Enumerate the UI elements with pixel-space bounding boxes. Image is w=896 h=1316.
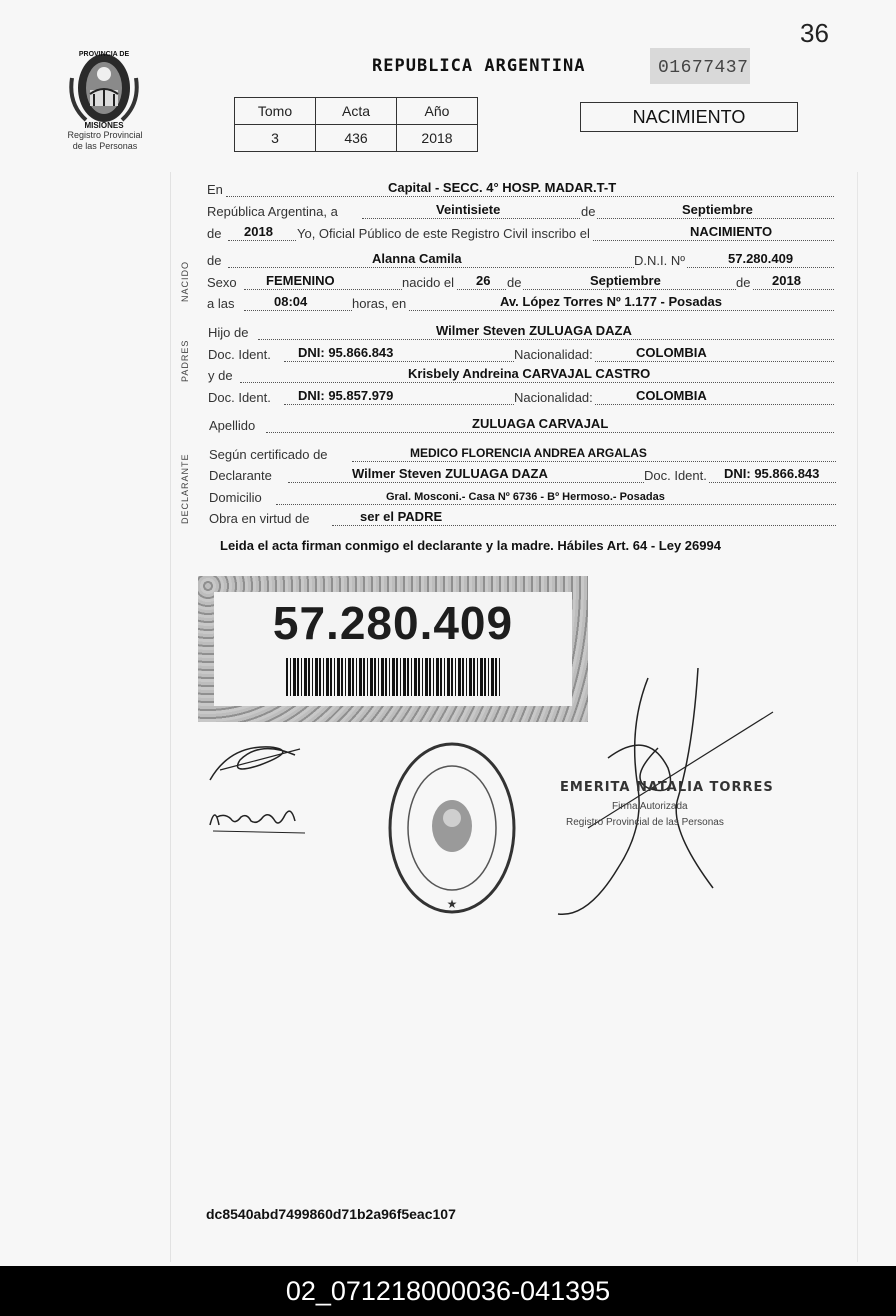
form-line-surname (0, 416, 896, 436)
form-line-time (0, 294, 896, 314)
value-mother: Krisbely Andreina CARVAJAL CASTRO (408, 366, 651, 381)
value-father-nationality: COLOMBIA (636, 345, 707, 360)
crest-top-text: PROVINCIA DE (78, 51, 130, 58)
label-apellido: Apellido (209, 418, 256, 433)
value-surname: ZULUAGA CARVAJAL (472, 416, 609, 431)
label-republica: República Argentina, a (207, 204, 338, 219)
label-y-de: y de (208, 368, 233, 383)
dotted-line (276, 503, 836, 505)
serial-number: 01677437 (658, 58, 749, 78)
label-nacido-el: nacido el (402, 275, 455, 290)
value-birth-year: 2018 (772, 273, 801, 288)
official-name: EMERITA NATALIA TORRES (560, 780, 774, 795)
form-line-certificate (0, 445, 896, 465)
value-by-virtue: ser el PADRE (360, 509, 443, 524)
form-line-year (0, 224, 896, 244)
label-hijo-de: Hijo de (208, 325, 249, 340)
value-mother-doc: DNI: 95.857.979 (298, 388, 394, 403)
value-birth-day: 26 (476, 273, 491, 288)
label-de: de (581, 204, 596, 219)
book-table-value: 3 (235, 125, 316, 152)
crest-bottom-text: MISIONES (84, 121, 124, 130)
form-line-by-virtue (0, 509, 896, 529)
registry-label-line2: de las Personas (72, 141, 138, 151)
book-table-header: Acta (316, 98, 397, 125)
registry-label (50, 130, 160, 152)
label-sexo: Sexo (207, 275, 237, 290)
official-seal-icon (382, 738, 522, 918)
label-yo: Yo, Oficial Público de este Registro Civil inscribo el (297, 226, 590, 241)
form-line-father (0, 323, 896, 343)
label-declarante: Declarante (209, 468, 272, 483)
document-hash: dc8540abd7499860d71b2a96f5eac107 (206, 1206, 456, 1222)
dotted-line (332, 524, 836, 526)
form-line-place (0, 180, 896, 200)
dotted-line (258, 338, 834, 340)
label-a-las: a las (207, 296, 235, 311)
value-declarant-doc: DNI: 95.866.843 (724, 466, 820, 481)
value-father: Wilmer Steven ZULUAGA DAZA (436, 323, 632, 338)
book-table-value: 436 (316, 125, 397, 152)
value-declarant: Wilmer Steven ZULUAGA DAZA (352, 466, 548, 481)
book-table (234, 97, 478, 152)
book-table-header: Año (397, 98, 478, 125)
mother-signature-icon (205, 795, 315, 840)
value-place: Capital - SECC. 4° HOSP. MADAR.T-T (388, 180, 617, 195)
label-en: En (207, 182, 223, 197)
value-sex: FEMENINO (266, 273, 335, 288)
document-title: REPUBLICA ARGENTINA (372, 56, 586, 76)
form-line-name (0, 251, 896, 271)
label-doc-ident: Doc. Ident. (644, 468, 707, 483)
label-horas-en: horas, en (352, 296, 407, 311)
label-domicilio: Domicilio (209, 490, 262, 505)
book-table-header-row (235, 98, 478, 125)
label-dni: D.N.I. Nº (634, 253, 685, 268)
side-label-born: NACIDO (180, 260, 190, 302)
value-day: Veintisiete (436, 202, 501, 217)
form-line-mother (0, 366, 896, 386)
value-mother-nationality: COLOMBIA (636, 388, 707, 403)
dotted-line (228, 266, 834, 268)
label-nacionalidad: Nacionalidad: (514, 347, 593, 362)
value-year: 2018 (244, 224, 273, 239)
form-line-date (0, 202, 896, 222)
svg-text:★: ★ (446, 897, 458, 911)
value-birth-time: 08:04 (274, 294, 308, 309)
misiones-crest-icon (66, 44, 142, 130)
dni-sticker-number: 57.280.409 (272, 597, 514, 649)
side-label-declarant: DECLARANTE (180, 453, 190, 524)
label-de: de (736, 275, 751, 290)
dotted-line (288, 481, 836, 483)
value-address: Gral. Mosconi.- Casa Nº 6736 - Bº Hermoso.- Posadas (386, 491, 665, 503)
dotted-line (244, 309, 834, 311)
form-line-declarant (0, 466, 896, 486)
value-father-doc: DNI: 95.866.843 (298, 345, 394, 360)
label-doc-ident: Doc. Ident. (208, 347, 271, 362)
form-line-mother-doc (0, 388, 896, 408)
label-obra: Obra en virtud de (209, 511, 310, 526)
record-type-box: NACIMIENTO (580, 102, 798, 132)
value-month: Septiembre (682, 202, 753, 217)
label-de: de (207, 226, 222, 241)
page-number: 36 (800, 18, 829, 48)
label-de: de (207, 253, 222, 268)
label-doc-ident: Doc. Ident. (208, 390, 271, 405)
side-label-parents: PADRES (180, 339, 190, 382)
form-line-address (0, 488, 896, 508)
footer-file-id: 02_071218000036-041395 (285, 1276, 611, 1306)
label-nacionalidad: Nacionalidad: (514, 390, 593, 405)
barcode-icon (286, 658, 502, 696)
form-line-father-doc (0, 345, 896, 365)
value-certificate: MEDICO FLORENCIA ANDREA ARGALAS (410, 446, 647, 460)
value-record-kind: NACIMIENTO (690, 224, 773, 239)
value-name: Alanna Camila (372, 251, 462, 266)
label-de: de (507, 275, 522, 290)
closing-note: Leida el acta firman conmigo el declarante y la madre. Hábiles Art. 64 - Ley 26994 (220, 538, 721, 553)
book-table-value-row (235, 125, 478, 152)
dotted-line (362, 217, 834, 219)
registry-label-line1: Registro Provincial (67, 130, 143, 140)
book-table-value: 2018 (397, 125, 478, 152)
dotted-line (240, 381, 834, 383)
value-birth-month: Septiembre (590, 273, 661, 288)
official-title: Firma Autorizada (612, 801, 688, 812)
dotted-line (226, 195, 834, 197)
dotted-line (352, 460, 836, 462)
form-line-sex (0, 273, 896, 293)
value-dni: 57.280.409 (728, 251, 794, 266)
book-table-header: Tomo (235, 98, 316, 125)
official-registry: Registro Provincial de las Personas (566, 817, 724, 828)
declarant-signature-icon (200, 735, 310, 790)
dotted-line (266, 431, 834, 433)
label-segun: Según certificado de (209, 447, 328, 462)
value-birth-place: Av. López Torres Nº 1.177 - Posadas (500, 294, 722, 309)
